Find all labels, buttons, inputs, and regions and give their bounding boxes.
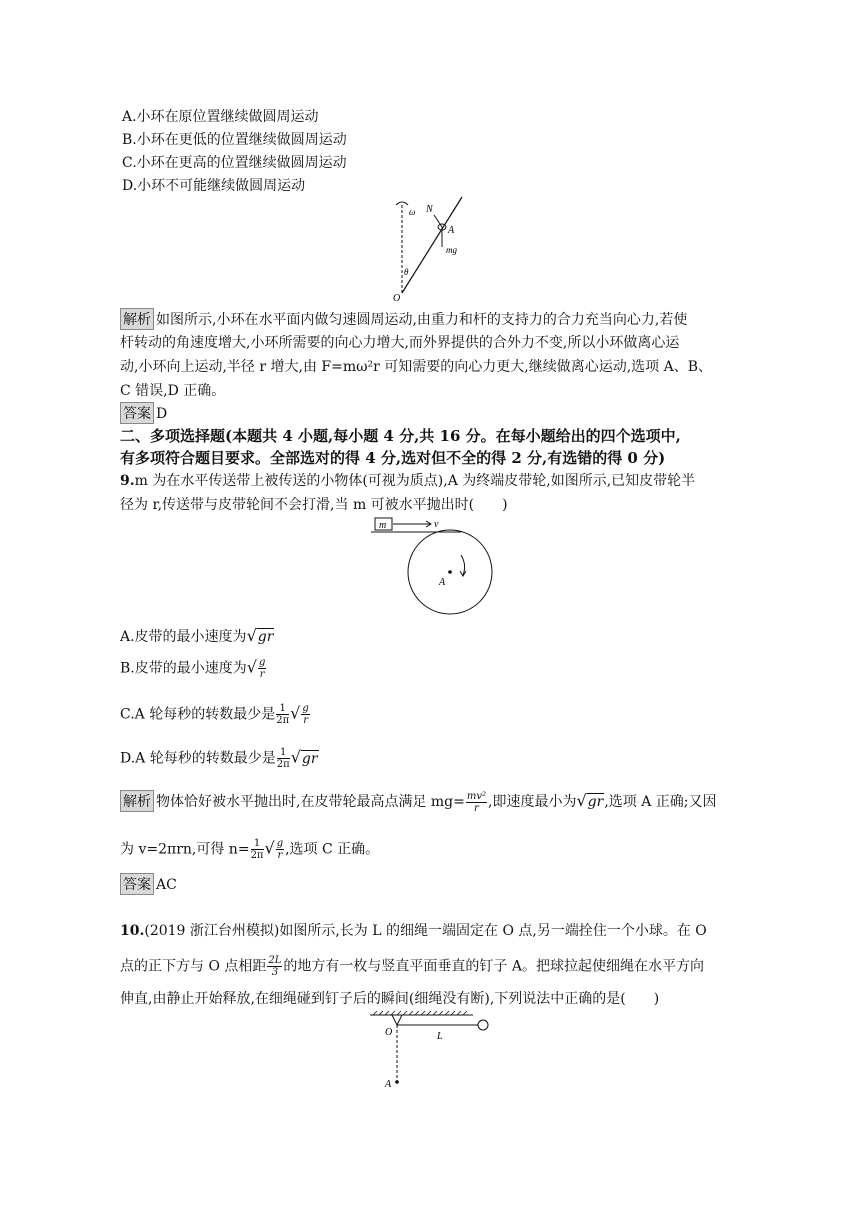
frac-den: 2π	[276, 759, 290, 770]
pivot-support	[392, 1015, 402, 1025]
q9-stem-line-1	[120, 470, 695, 490]
label-a: A	[448, 225, 455, 236]
section-heading-line-1: 二、多项选择题(本题共 4 小题,每小题 4 分,共 16 分。在每小题给出的四个选项中,	[120, 427, 681, 445]
sqrt-icon: √	[290, 747, 301, 767]
q8-analysis-line-4: C 错误,D 正确。	[120, 383, 226, 399]
q8-analysis-text-1: 如图所示,小环在水平面内做匀速圆周运动,由重力和杆的支持力的合力充当向心力,若使	[156, 312, 688, 328]
q9-option-c-frac2	[301, 703, 309, 726]
frac-num: 1	[276, 703, 289, 715]
label-o: O	[385, 1027, 393, 1038]
frac-den: r	[303, 715, 308, 726]
analysis-tag: 解析	[120, 308, 154, 330]
q8-rod-figure	[390, 195, 480, 305]
q9-analysis-frac	[466, 791, 487, 814]
q8-answer	[120, 402, 167, 424]
q9-analysis-line-2	[120, 838, 379, 861]
analysis-tag: 解析	[120, 790, 154, 812]
q9-option-a-text: A.皮带的最小速度为	[120, 629, 247, 645]
q10-stem-text-2b: 的地方有一枚与竖直平面垂直的钉子 A。把球拉起使细绳在水平方向	[283, 958, 704, 975]
q10-number: 10.	[120, 923, 145, 939]
q10-pendulum-figure	[365, 1010, 495, 1092]
q9-option-b-text: B.皮带的最小速度为	[120, 660, 247, 677]
q8-answer-value: D	[156, 406, 168, 422]
nail-a	[395, 1080, 399, 1084]
q10-frac	[267, 955, 282, 978]
q8-analysis-line-2: 杆转动的角速度增大,小环所需要的向心力增大,而外界提供的合外力不变,所以小环做离心运	[120, 335, 680, 351]
q9-analysis-frac2	[251, 838, 264, 861]
q9-option-a	[120, 626, 274, 646]
sqrt-icon: √	[246, 657, 257, 677]
label-o: O	[393, 293, 401, 304]
q9-answer	[120, 873, 177, 895]
q10-stem-text-1: (2019 浙江台州模拟)如图所示,长为 L 的细绳一端固定在 O 点,另一端拴住一个小球。在 O	[144, 923, 707, 939]
frac-num: 1	[251, 838, 264, 850]
pulley-center	[448, 570, 452, 574]
frac-den: r	[474, 802, 479, 814]
q8-analysis-line-1	[120, 308, 687, 330]
q8-analysis-line-3: 动,小环向上运动,半径 r 增大,由 F=mω²r 可知需要的向心力更大,继续做离心运动,选项 A、B、	[120, 359, 713, 375]
q9-analysis-text-e: ,选项 C 正确。	[285, 841, 380, 858]
sqrt-icon: √	[576, 791, 587, 810]
q9-analysis-frac3	[276, 838, 284, 861]
frac-num: 2L	[268, 955, 282, 966]
frac-num: g	[258, 657, 266, 668]
label-v: v	[434, 519, 439, 530]
frac-num: mv²	[466, 790, 487, 802]
q9-analysis-math: gr	[587, 794, 604, 810]
frac-num: g	[276, 838, 284, 849]
q9-option-c-text: C.A 轮每秒的转数最少是	[120, 706, 276, 723]
rotation-arrowhead-icon	[460, 571, 466, 576]
q9-analysis-line-1	[120, 790, 717, 814]
q9-option-d	[120, 747, 319, 770]
q8-option-c: C.小环在更高的位置继续做圆周运动	[122, 155, 347, 171]
q8-option-b: B.小环在更低的位置继续做圆周运动	[122, 132, 347, 148]
q8-option-d: D.小环不可能继续做圆周运动	[122, 178, 306, 194]
q9-option-c-frac	[276, 703, 289, 726]
frac-num: g	[302, 703, 309, 714]
rotation-arrow-icon	[396, 202, 408, 205]
label-l: L	[437, 1031, 443, 1042]
sqrt-icon: √	[264, 838, 275, 858]
label-mg: mg	[446, 245, 457, 255]
label-a: A	[439, 577, 446, 588]
frac-num: 1	[277, 747, 290, 759]
sqrt-icon: √	[290, 703, 301, 723]
section-heading-line-2: 有多项符合题目要求。全部选对的得 4 分,选对但不全的得 2 分,有选错的得 0 分)	[120, 449, 666, 467]
q10-stem-text-2a: 点的正下方与 O 点相距	[120, 958, 267, 975]
q9-option-d-math: gr	[301, 750, 318, 767]
label-m: m	[379, 520, 387, 531]
label-a: A	[385, 1079, 392, 1090]
label-theta: θ	[404, 267, 409, 277]
label-omega: ω	[409, 207, 416, 217]
q9-stem-line-2: 径为 r,传送带与皮带轮间不会打滑,当 m 可被水平抛出时( )	[120, 497, 508, 513]
q8-option-a: A.小环在原位置继续做圆周运动	[122, 109, 319, 125]
frac-den: r	[259, 669, 265, 680]
q10-stem-line-2	[120, 955, 704, 978]
q10-stem-line-3: 伸直,由静止开始释放,在细绳碰到钉子后的瞬间(细绳没有断),下列说法中正确的是( )	[120, 991, 660, 1007]
ball	[478, 1020, 488, 1030]
frac-den: 2π	[276, 715, 290, 726]
frac-den: 3	[271, 967, 279, 978]
q9-analysis-text-c: ,选项 A 正确;又因	[604, 794, 717, 810]
q9-option-c	[120, 703, 311, 726]
answer-tag: 答案	[120, 402, 154, 424]
q9-option-b	[120, 657, 267, 680]
q9-analysis-text-d: 为 v=2πrn,可得 n=	[120, 841, 250, 858]
frac-den: r	[277, 850, 283, 861]
q9-option-d-text: D.A 轮每秒的转数最少是	[120, 750, 276, 767]
q9-option-d-frac	[277, 747, 290, 770]
q9-analysis-text-b: ,即速度最小为	[488, 794, 577, 810]
ceiling-hatch	[373, 1011, 467, 1015]
q9-stem-text-1: m 为在水平传送带上被传送的小物体(可视为质点),A 为终端皮带轮,如图所示,已知皮带轮半	[134, 473, 696, 489]
q9-pulley-figure	[365, 513, 495, 615]
q9-number: 9.	[120, 473, 135, 489]
rotation-arrow-icon	[461, 555, 465, 575]
q10-stem-line-1	[120, 920, 707, 940]
q9-option-a-math: gr	[257, 629, 274, 645]
sqrt-icon: √	[246, 626, 257, 645]
q9-analysis-text-a: 物体恰好被水平抛出时,在皮带轮最高点满足 mg=	[156, 794, 465, 810]
answer-tag: 答案	[120, 873, 154, 895]
frac-den: 2π	[250, 850, 264, 861]
q9-option-b-frac	[258, 657, 266, 680]
label-n: N	[426, 204, 433, 215]
q9-answer-value: AC	[156, 877, 177, 893]
